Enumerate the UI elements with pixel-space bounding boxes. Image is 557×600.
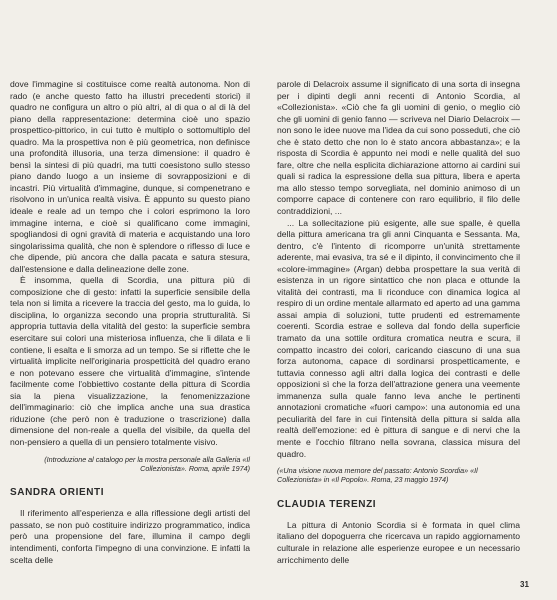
right-column — [277, 79, 520, 566]
author-heading-claudia-terenzi: CLAUDIA TERENZI — [277, 498, 377, 510]
right-caption: («Una visione nuova memore del passato: Antonio Scordia» «Il Collezionista» in «Il Popolo». Roma, 23 maggio 1974) — [277, 466, 478, 485]
left-paragraph-1: dove l'immagine si costituisce come realtà autonoma. Non di rado (e anche questo fatto ha illustri precedenti storici) il quadro ne configura un altro o più altri, al di qua o al di là del piano della rappresentazione: determina cioè uno spazio prospettico-pittorico, in cui tutto è multiplo o sottomultiplo del quadro. Ma la prospettiva non è più geometrica, non definisce una profondità illusoria, una terza dimensione: il quadro è bensì la sintesi di più quadri, ma tutti coesistono sullo stesso piano dando luogo a un insieme di sovrapposizioni e di incastri. Più virtualità d'immagine, dunque, si compenetrano e risolvono in un'unica realtà visiva. È appunto su questo piano ideale e reale ad un tempo che i colori esprimono la loro immagine interna, e cioè si qualificano come immagini, spogliandosi di ogni gravità di materia e acquistando una loro singolarissima qualità, che non è splendore o riflesso di luce e che dipende, più ancora che dalla pacata e satura stesura, dall'estensione e dalla delineazione delle zone. — [10, 79, 250, 274]
right-paragraph-2: ... La sollecitazione più esigente, alle sue spalle, è quella della pittura americana tra gli anni Cinquanta e Sessanta. Ma, dentro, c'è l'intento di ricomporre un'unità strettamente aderente, mai evasiva, tra sé e il dipinto, il convincimento che il «colore-immagine» (Argan) debba prospettare la sua verità di esistenza in un rigore sintattico che non placa e ottunde la vitalità dei contrasti, ma li riconduce con dinamica logica al respiro di un ordine mentale allarmato ed aperto ad una gamma assai ampia di soluzioni, tutte prudenti ed estremamente coerenti. Scordia estrae e solleva dal fondo della superficie tramato da una sottile orditura cromatica neutra e scura, il compatto incastro dei colori, caricando ciascuno di una sua forza autonoma, capace di sordinarsi prospetticamente, e tuttavia connesso agli altri dalla logica dei contrasti e delle opposizioni sì che la forza dell'attrazione genera una veemente immanenza sulla quale fanno leva anche le pertinenti annotazioni cromatiche «fuori campo»: una autonomia ed una peculiarità del fare in cui l'intensità della pittura si salda alla realtà dell'emozione: ed è pittura di sangue e di nervi che la mente e l'occhio filtrano nella sovrana, classica misura del quadro. — [277, 217, 520, 459]
left-paragraph-3: Il riferimento all'esperienza e alla riflessione degli artisti del passato, se non può costituire indirizzo programmatico, indica però una propensione del fare, illumina il campo degli intendimenti, conforta l'impegno di una convinzione. E infatti la scelta delle — [10, 508, 250, 565]
left-caption: (Introduzione al catalogo per la mostra personale alla Galleria «Il Collezionista». Roma, aprile 1974) — [44, 454, 250, 473]
author-heading-sandra-orienti: SANDRA ORIENTI — [10, 487, 105, 499]
right-paragraph-3: La pittura di Antonio Scordia si è formata in quel clima italiano del dopoguerra che ricercava un rapido aggiornamento culturale in relazione alle esperienze europee e un necessario arricchimento delle — [277, 519, 520, 565]
page-number: 31 — [520, 580, 529, 589]
right-paragraph-1: parole di Delacroix assume il significato di una sorta di insegna per i dipinti degli anni recenti di Antonio Scordia, al «Collezionista». «Ciò che fa gli uomini di genio, o meglio ciò che gli uomini di genio fanno — scriveva nel Diario Delacroix — non sono le idee nuove ma l'idea da cui sono posseduti, che ciò che è stato detto che non lo è stato ancora abbastanza»; e la risposta di Scordia è appunto nei modi e nelle qualità del suo fare, oltre che nella esplicita dichiarazione attorno ai cardini sui quali si radica la espressione della sua pittura, libera e aperta ma allo stesso tempo sorvegliata, nel dominio animoso di un comporre capace di contenere con raro equilibrio, il filo delle contraddizioni, ... — [277, 79, 520, 217]
left-paragraph-2: È insomma, quella di Scordia, una pittura più di composizione che di gesto: infatti la superficie sensibile della tela non si limita a ricevere la traccia del gesto, ma lo guida, lo disciplina, lo organizza secondo una propria strutturalità. Si appropria tuttavia della vitalità del gesto: la superficie sembra esercitare sui colori una misteriosa influenza, che li dilata e li contiene, li esalta e li smorza ad un tempo. Se si riflette che le virtualità implicite nell'originaria prospetticità del quadro erano e non potevano essere che virtualità d'immagine, s'intende facilmente come l'obbiettivo costante della pittura di Scordia sia la piena visualizzazione, la fenomenizzazione dell'immaginario: ciò che implica anche una sua drastica riduzione (che però non è traduzione o trascrizione) dalla dimensione del non-reale a quella del visibile, da quella del non-pensiero a quella di un pensiero totalmente visivo. — [10, 275, 250, 447]
left-column — [10, 79, 250, 566]
